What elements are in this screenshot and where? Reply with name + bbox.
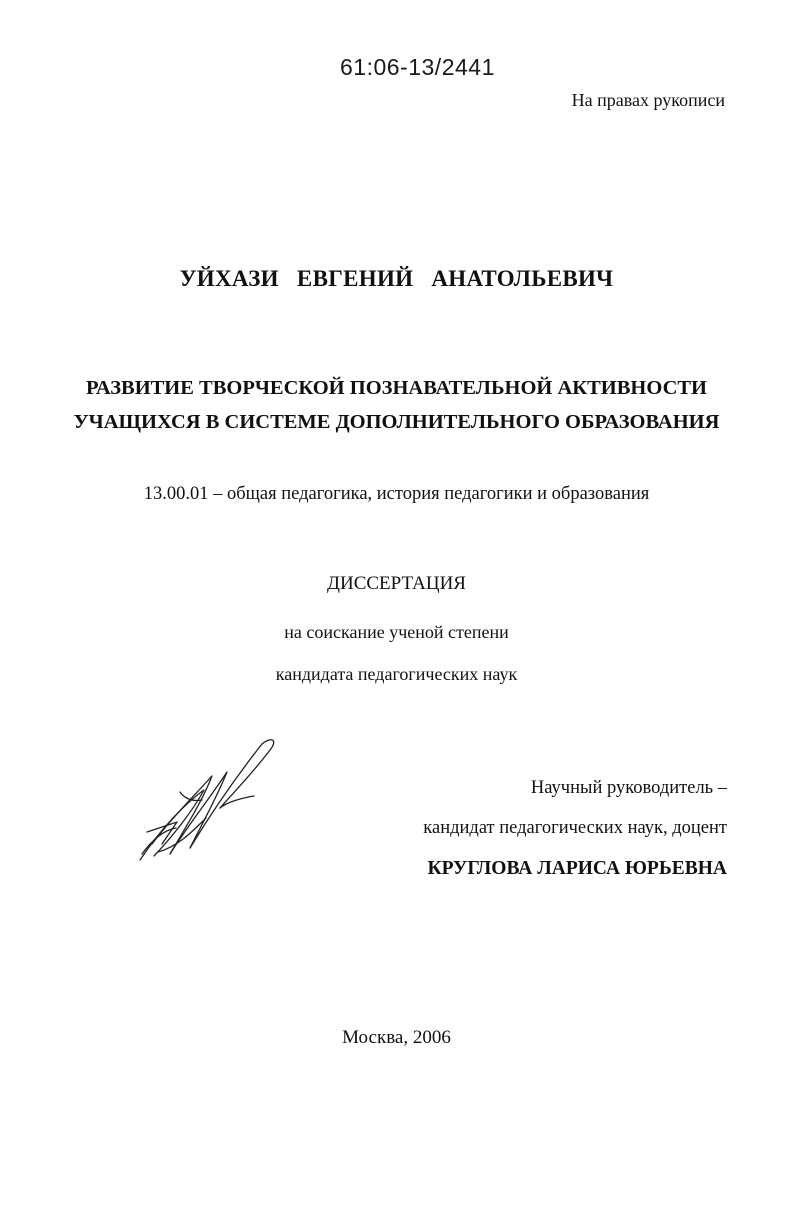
specialty-code: 13.00.01 – общая педагогика, история педагогики и образования xyxy=(143,484,650,504)
rights-note: На правах рукописи xyxy=(571,90,725,110)
author-name: УЙХАЗИ ЕВГЕНИЙ АНАТОЛЬЕВИЧ xyxy=(179,266,614,291)
dissertation-title-line-2: УЧАЩИХСЯ В СИСТЕМЕ ДОПОЛНИТЕЛЬНОГО ОБРАЗОВАНИЯ xyxy=(73,411,720,433)
dissertation-title-line-1: РАЗВИТИЕ ТВОРЧЕСКОЙ ПОЗНАВАТЕЛЬНОЙ АКТИВНОСТИ xyxy=(86,377,707,399)
catalog-number: 61:06-13/2441 xyxy=(340,54,495,80)
degree-line-2: кандидата педагогических наук xyxy=(275,664,518,684)
supervisor-name: КРУГЛОВА ЛАРИСА ЮРЬЕВНА xyxy=(427,858,727,879)
degree-line-1: на соискание ученой степени xyxy=(284,622,509,642)
document-type: ДИССЕРТАЦИЯ xyxy=(327,573,466,594)
handwritten-signature xyxy=(132,732,282,867)
supervisor-degree: кандидат педагогических наук, доцент xyxy=(423,818,727,838)
place-and-year: Москва, 2006 xyxy=(342,1027,451,1048)
supervisor-role: Научный руководитель – xyxy=(530,778,727,798)
